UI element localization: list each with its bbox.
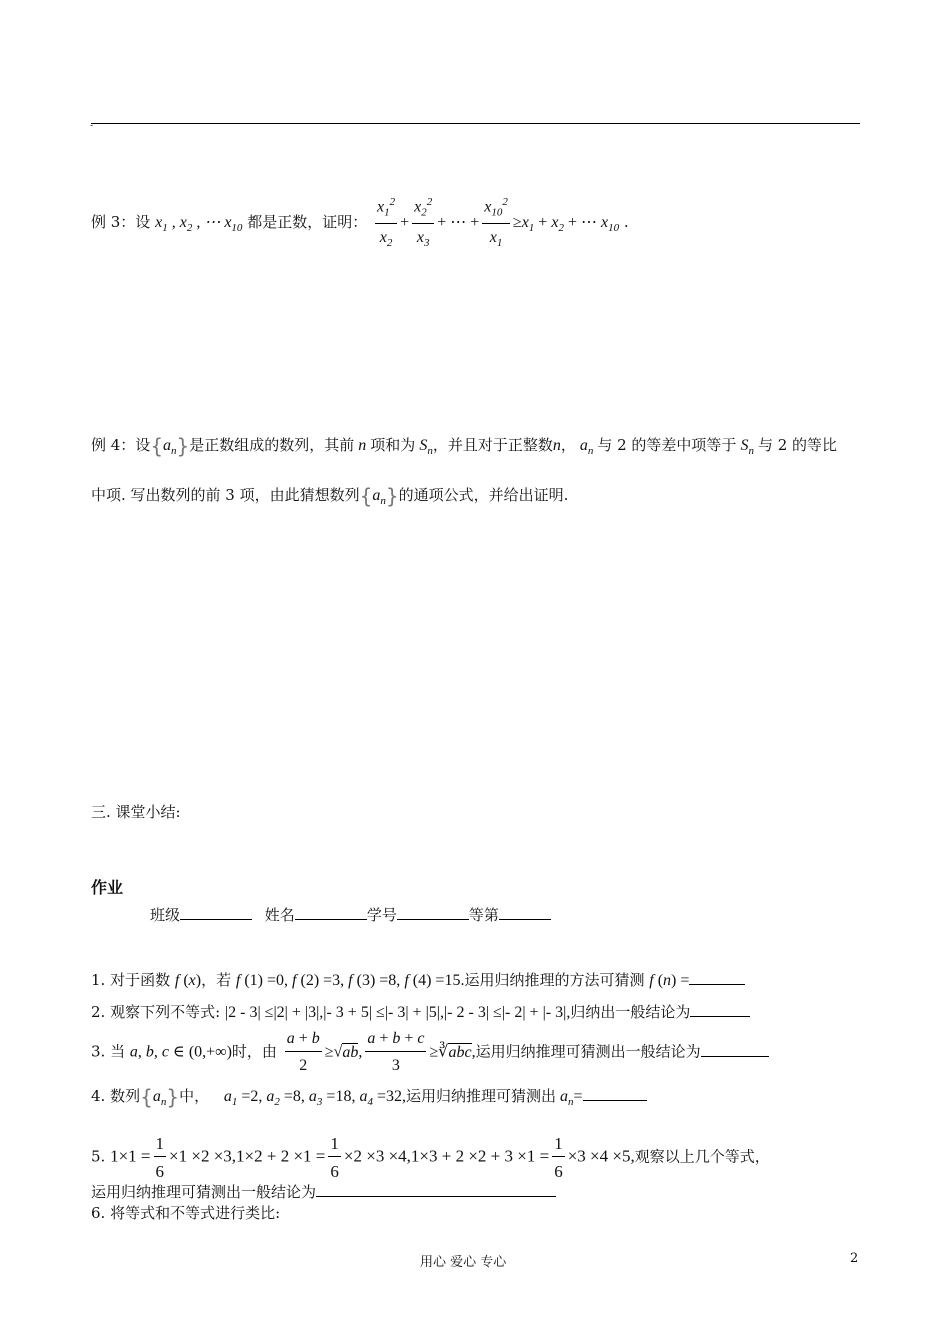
example-4-text-6: 中项. 写出数列的前 3 项，由此猜想数列 bbox=[91, 486, 360, 504]
example-4-text-4: 与 2 的等差中项等于 bbox=[597, 436, 737, 454]
example-4-text-1: 是正数组成的数列，其前 bbox=[189, 436, 355, 454]
field-class-label: 班级 bbox=[150, 906, 181, 924]
example-3-end: . bbox=[623, 212, 629, 231]
q2-tail: 归纳出一般结论为 bbox=[570, 1003, 691, 1021]
example-4-text-3: ，并且对于正整数 bbox=[432, 436, 553, 454]
field-grade-blank bbox=[499, 904, 551, 920]
example-3-vars: $x_1$ , $x_2$ , ⋯ $x_{10}$ bbox=[155, 213, 243, 235]
question-2: 2. 观察下列不等式: |2 - 3| ≤|2| + |3|,|- 3 + 5| ≤|- 3| + |5|,|- 2 - 3| ≤|- 2| + |- 3|,归纳出一般结论为 bbox=[91, 1001, 750, 1021]
q3-text: 时，由 bbox=[231, 1042, 277, 1061]
question-5: 5. 1×1 = $\frac{1}{6}$ ×1 ×2 ×3,1×2 + 2 ×1 = $\frac{1}{6}$ ×2 ×3 ×4,1×3 + 2 ×2 + 3 ×1 = $\frac{1}{6}$ ×3 ×4 ×5,观察以上几个等式， bbox=[91, 1134, 770, 1181]
field-name-blank bbox=[295, 904, 367, 920]
q4-text: 中， bbox=[179, 1087, 210, 1105]
example-4-text-7: 的通项公式，并给出证明. bbox=[398, 486, 569, 504]
example-4-text-5: 与 2 的等比 bbox=[757, 436, 838, 454]
q3-answer-blank bbox=[701, 1041, 769, 1057]
question-6: 6. 将等式和不等式进行类比: bbox=[91, 1204, 281, 1222]
field-number-blank bbox=[397, 904, 469, 920]
example-4-label: 例 4：设 bbox=[91, 436, 151, 454]
q1-answer-blank bbox=[689, 969, 745, 985]
question-5-line-2 bbox=[91, 1181, 556, 1200]
page-number: 2 bbox=[850, 1251, 859, 1266]
field-class-blank bbox=[180, 904, 252, 920]
q5-lead: 5. bbox=[91, 1147, 106, 1166]
section-summary-title: 三. 课堂小结: bbox=[91, 803, 181, 821]
example-4-text-2: 项和为 bbox=[370, 436, 416, 454]
q1-lead: 1. 对于函数 bbox=[91, 971, 171, 989]
question-3: 3. 当 a, b, c ∈ (0,+∞)时，由 $\frac{a + b}{2}$ ≥√ab, $\frac{a + b + c}{3}$ ≥∛abc,运用归纳推理可猜测出一般结论为 bbox=[91, 1031, 769, 1074]
q2-answer-blank bbox=[690, 1001, 750, 1017]
question-4: 4. 数列$\{a_n\}$中， $a_1 =2$, $a_2 =8$, $a_3 =18$, $a_4 =32$,运用归纳推理可猜测出 $a_n=$ bbox=[91, 1085, 647, 1108]
field-grade-label: 等第 bbox=[468, 906, 499, 924]
example-4-line-1: 例 4：设$\{a_n\}$是正数组成的数列，其前 n 项和为 $S_n$，并且对于正整数n， $a_n$ 与 2 的等差中项等于 $S_n$ 与 2 的等比 bbox=[91, 434, 838, 458]
q5-answer-blank bbox=[316, 1181, 556, 1197]
example-4-line-2: 中项. 写出数列的前 3 项，由此猜想数列$\{a_n\}$的通项公式，并给出证明. bbox=[91, 484, 569, 508]
field-name-label: 姓名 bbox=[264, 906, 295, 924]
header-rule bbox=[91, 123, 860, 124]
q5-tail: 观察以上几个等式， bbox=[634, 1147, 770, 1166]
homework-title: 作业 bbox=[91, 878, 124, 897]
q2-lead: 2. 观察下列不等式: bbox=[91, 1003, 221, 1021]
homework-fields bbox=[150, 904, 551, 923]
q4-tail: 运用归纳推理可猜测出 bbox=[405, 1087, 556, 1105]
example-3 bbox=[91, 197, 629, 249]
header-mark: - bbox=[90, 121, 94, 131]
q5-line-2-text: 运用归纳推理可猜测出一般结论为 bbox=[91, 1183, 317, 1201]
footer-motto: 用心 爱心 专心 bbox=[420, 1255, 507, 1270]
q4-answer-blank bbox=[583, 1085, 647, 1101]
example-3-text: 都是正数，证明： bbox=[247, 212, 368, 231]
q1-text: ，若 bbox=[201, 971, 232, 989]
example-3-label: 例 3：设 bbox=[91, 212, 151, 231]
q3-lead: 3. 当 bbox=[91, 1042, 126, 1061]
q4-lead: 4. 数列 bbox=[91, 1087, 141, 1105]
question-1: 1. 对于函数 f (x)，若 f (1) =0, f (2) =3, f (3) =8, f (4) =15.运用归纳推理的方法可猜测 f (n) = bbox=[91, 969, 745, 989]
example-3-formula: $\frac{x_1^2}{x_2}$ + $\frac{x_2^2}{x_3}$ + ⋯ + $\frac{x_{10}^2}{x_1}$ $\ge x_1 + x_2$ + ⋯ $x_{10}$ bbox=[377, 196, 620, 249]
q3-tail: 运用归纳推理可猜测出一般结论为 bbox=[475, 1042, 701, 1061]
q1-tail: 运用归纳推理的方法可猜测 bbox=[464, 971, 645, 989]
field-number-label: 学号 bbox=[366, 906, 397, 924]
